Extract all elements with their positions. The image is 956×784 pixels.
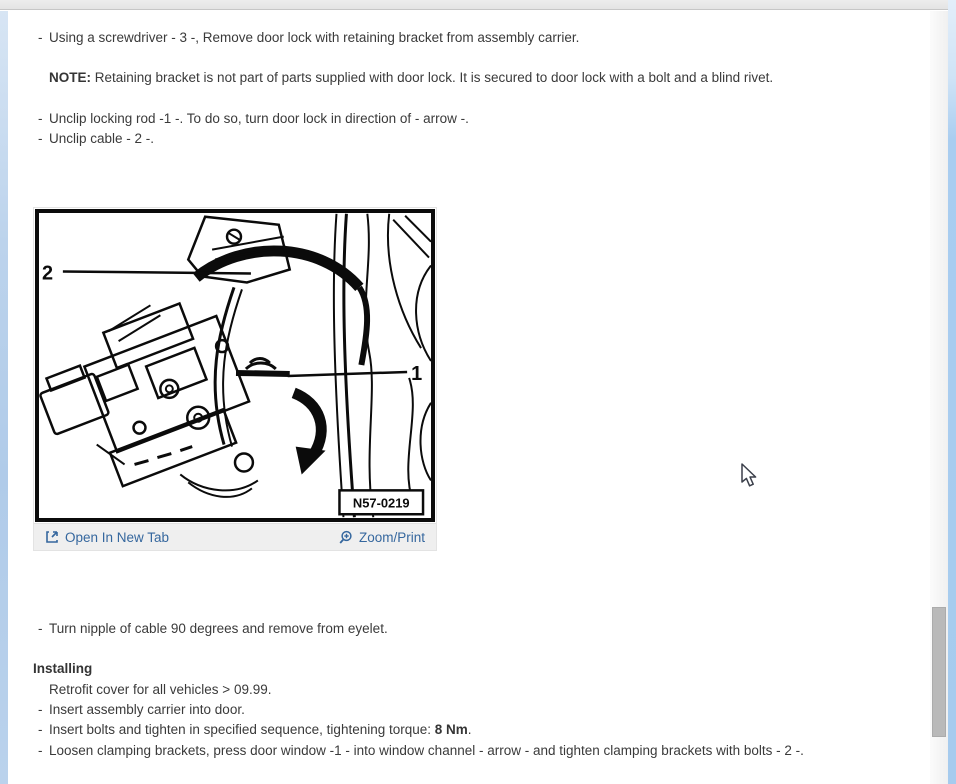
zoom-print-label: Zoom/Print <box>358 529 425 545</box>
installing-heading: Installing <box>33 661 93 676</box>
instruction-item <box>38 131 154 146</box>
callout-2-label: 2 <box>41 262 54 285</box>
zoom-print-link[interactable] <box>338 530 425 545</box>
right-edge-strip <box>948 0 956 784</box>
list-dash: - <box>38 722 43 737</box>
instruction-item <box>38 111 469 126</box>
top-chrome-bar <box>0 0 948 10</box>
instruction-item <box>38 743 804 758</box>
door-lock-diagram <box>35 209 435 522</box>
instruction-item <box>38 30 579 45</box>
instruction-text: Unclip cable - 2 -. <box>49 131 155 146</box>
instruction-text: Loosen clamping brackets, press door window -1 - into window channel - arrow - and tighten clamping brackets with bolts - 2 -. <box>49 743 804 758</box>
list-dash: - <box>38 111 43 126</box>
instruction-item <box>38 621 388 636</box>
instruction-text: Unclip locking rod -1 -. To do so, turn door lock in direction of - arrow -. <box>49 111 469 126</box>
instruction-text: Using a screwdriver - 3 -, Remove door lock with retaining bracket from assembly carrier. <box>49 30 580 45</box>
mouse-cursor-icon <box>741 463 760 489</box>
diagram-line-art <box>39 213 431 518</box>
callout-1-label: 1 <box>411 362 423 385</box>
open-in-new-tab-label: Open In New Tab <box>65 529 170 545</box>
part-number-label: N57-0219 <box>352 495 410 511</box>
scrollbar-thumb[interactable] <box>932 607 946 737</box>
list-dash: - <box>38 743 43 758</box>
list-dash: - <box>38 131 43 146</box>
zoom-magnifier-icon <box>338 530 353 545</box>
left-edge-strip <box>0 11 8 784</box>
open-in-new-tab-link[interactable] <box>45 530 169 545</box>
figure-caption-bar <box>34 523 436 550</box>
list-dash: - <box>38 621 43 636</box>
figure-block <box>33 207 437 551</box>
instruction-item <box>38 702 245 717</box>
torque-value: 8 Nm <box>434 722 468 737</box>
instruction-item <box>38 722 472 737</box>
list-dash: - <box>38 30 43 45</box>
note-paragraph <box>49 70 773 85</box>
note-text: Retaining bracket is not part of parts supplied with door lock. It is secured to door lock with a bolt and a blind rivet. <box>91 70 774 85</box>
list-dash: - <box>38 702 43 717</box>
retrofit-note: Retrofit cover for all vehicles > 09.99. <box>49 682 272 697</box>
instruction-text: Insert assembly carrier into door. <box>49 702 245 717</box>
instruction-text: Turn nipple of cable 90 degrees and remove from eyelet. <box>49 621 388 636</box>
note-label: NOTE: <box>49 70 91 85</box>
open-in-new-tab-icon <box>45 530 59 544</box>
instruction-text: Insert bolts and tighten in specified sequence, tightening torque: 8 Nm. <box>49 722 472 737</box>
